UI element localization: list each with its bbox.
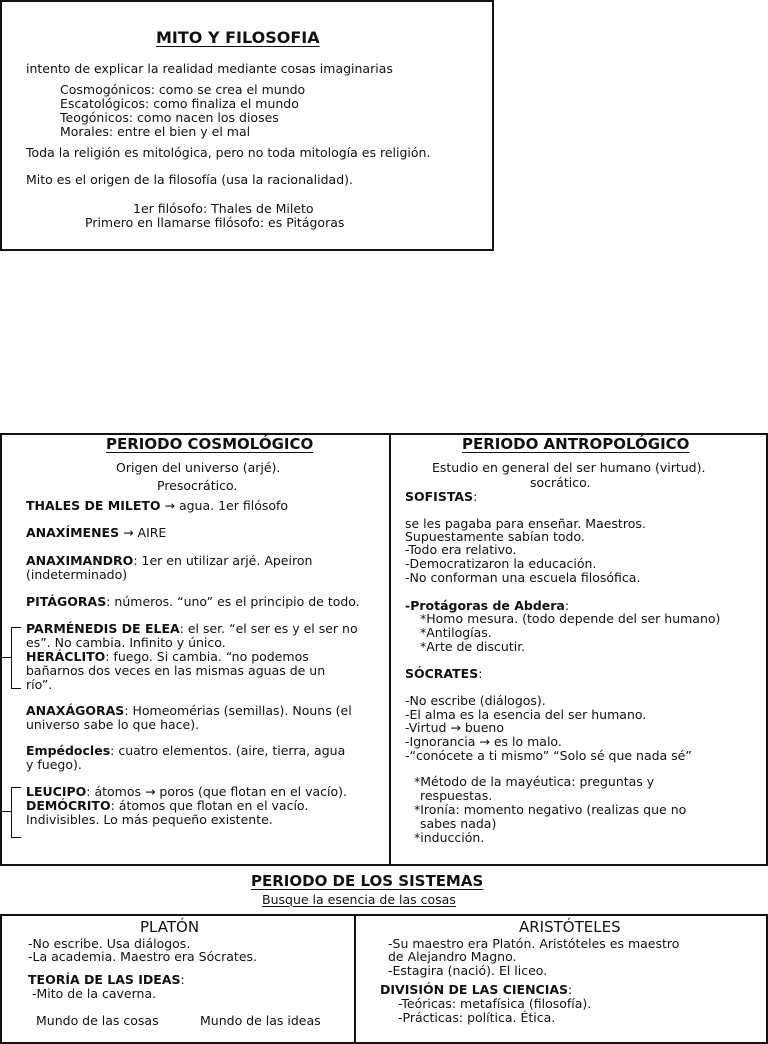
democrito-text: : átomos que flotan en el vacío. [110, 798, 309, 813]
mito-origin: Mito es el origen de la filosofía (usa la racionalidad). [26, 172, 353, 187]
protagoras-label: -Protágoras de Abdera [405, 598, 565, 613]
socrates-label: SÓCRATES [405, 666, 479, 681]
mito-first-philosopher: 1er filósofo: Thales de Mileto [133, 201, 314, 216]
aristoteles-title: ARISTÓTELES [519, 918, 621, 936]
sofistas-line: -No conforman una escuela filosófica. [405, 570, 641, 585]
cosmo-sub1: Origen del universo (arjé). [116, 460, 281, 475]
socrates-line: -“conócete a ti mismo” “Solo sé que nada sé” [405, 748, 692, 763]
heraclito-text-2: bañarnos dos veces en las mismas aguas de un [26, 663, 326, 678]
antro-sub2: socrático. [530, 475, 591, 490]
socrates-line: -Virtud → bueno [405, 720, 504, 735]
aristoteles-line: -Estagira (nació). El liceo. [388, 963, 548, 978]
heraclito-text: : fuego. Si cambia. “no podemos [105, 649, 309, 664]
thales-entry [26, 500, 288, 513]
ideas-label: TEORÍA DE LAS IDEAS [28, 972, 181, 987]
empedocles-name: Empédocles [26, 743, 111, 758]
division-colon: : [568, 982, 573, 997]
antro-sub1: Estudio en general del ser humano (virtud). [432, 460, 706, 475]
mito-title: MITO Y FILOSOFIA [156, 28, 320, 47]
democrito-entry [26, 800, 308, 813]
anaxagoras-text: : Homeomérias (semillas). Nouns (el [124, 703, 352, 718]
anaximandro-text: : 1er en utilizar arjé. Apeiron [133, 553, 313, 568]
sistemas-subtitle: Busque la esencia de las cosas [262, 892, 456, 907]
caverna-line: -Mito de la caverna. [32, 986, 157, 1001]
anaxagoras-entry [26, 705, 352, 718]
leucipo-democrito-bracket [11, 787, 21, 838]
parmenides-entry [26, 623, 358, 636]
mundo-cosas: Mundo de las cosas [36, 1013, 159, 1028]
sofistas-heading [405, 491, 477, 504]
mundo-ideas: Mundo de las ideas [200, 1013, 321, 1028]
leucipo-text: : átomos → poros (que flotan en el vacío). [86, 784, 348, 799]
democrito-name: DEMÓCRITO [26, 798, 111, 813]
aristoteles-line: de Alejandro Magno. [388, 949, 517, 964]
ideas-colon: : [180, 972, 185, 987]
empedocles-text: : cuatro elementos. (aire, tierra, agua [110, 743, 346, 758]
anaximenes-name: ANAXÍMENES [26, 525, 120, 540]
parmenides-name: PARMÉNEDIS DE ELEA [26, 621, 180, 636]
sistemas-title: PERIODO DE LOS SISTEMAS [251, 872, 484, 890]
method-line: sabes nada) [420, 816, 497, 831]
socrates-heading [405, 668, 482, 681]
cosmo-title: PERIODO COSMOLÓGICO [106, 435, 314, 453]
mito-type: Teogónicos: como nacen los dioses [60, 110, 279, 125]
sofistas-line: Supuestamente sabían todo. [405, 529, 585, 544]
anaximandro-entry [26, 555, 312, 568]
division-heading [380, 984, 572, 997]
division-label: DIVISIÓN DE LAS CIENCIAS [380, 982, 569, 997]
method-line: *Ironía: momento negativo (realizas que no [414, 802, 687, 817]
sofistas-label: SOFISTAS [405, 489, 474, 504]
sofistas-colon: : [473, 489, 478, 504]
heraclito-text-3: río”. [26, 677, 53, 692]
protagoras-line: *Homo mesura. (todo depende del ser humano) [420, 611, 721, 626]
cosmo-sub2: Presocrático. [157, 478, 238, 493]
pitagoras-entry [26, 596, 360, 609]
mito-intro: intento de explicar la realidad mediante cosas imaginarias [26, 61, 393, 76]
anaximenes-text: → AIRE [119, 525, 167, 540]
protagoras-colon: : [564, 598, 570, 613]
parmenides-text-2: es”. No cambia. Infinito y único. [26, 635, 226, 650]
antro-title: PERIODO ANTROPOLÓGICO [462, 435, 690, 453]
ideas-heading [28, 974, 185, 987]
empedocles-text-2: y fuego). [26, 757, 82, 772]
socrates-line: -Ignorancia → es lo malo. [405, 734, 562, 749]
democrito-text-2: Indivisibles. Lo más pequeño existente. [26, 812, 273, 827]
method-line: respuestas. [420, 788, 493, 803]
mito-type: Morales: entre el bien y el mal [60, 124, 251, 139]
pitagoras-name: PITÁGORAS [26, 594, 107, 609]
division-line: -Teóricas: metafísica (filosofía). [398, 996, 592, 1011]
leucipo-name: LEUCIPO [26, 784, 87, 799]
anaxagoras-name: ANAXÁGORAS [26, 703, 125, 718]
mito-type: Cosmogónicos: como se crea el mundo [60, 82, 306, 97]
thales-text: → agua. 1er filósofo [160, 498, 289, 513]
heraclito-entry [26, 651, 309, 664]
method-line: *Método de la mayéutica: preguntas y [414, 774, 655, 789]
socrates-line: -No escribe (diálogos). [405, 693, 546, 708]
anaximandro-name: ANAXIMANDRO [26, 553, 134, 568]
sofistas-line: -Democratizaron la educación. [405, 556, 597, 571]
mito-type: Escatológicos: como finaliza el mundo [60, 96, 299, 111]
heraclito-name: HERÁCLITO [26, 649, 106, 664]
socrates-colon: : [478, 666, 483, 681]
parmenides-text: : el ser. “el ser es y el ser no [179, 621, 358, 636]
anaximandro-text-2: (indeterminado) [26, 567, 128, 582]
protagoras-line: *Arte de discutir. [420, 639, 526, 654]
bracket-tick [2, 811, 11, 812]
thales-name: THALES DE MILETO [26, 498, 161, 513]
platon-line: -No escribe. Usa diálogos. [28, 936, 191, 951]
socrates-line: -El alma es la esencia del ser humano. [405, 707, 647, 722]
protagoras-line: *Antilogías. [420, 625, 492, 640]
bracket-tick [2, 657, 11, 658]
platon-line: -La academia. Maestro era Sócrates. [28, 949, 258, 964]
method-line: *inducción. [414, 830, 485, 845]
parmenides-heraclito-bracket [11, 627, 21, 689]
anaximenes-entry [26, 527, 166, 540]
sofistas-line: -Todo era relativo. [405, 542, 517, 557]
mito-first-named: Primero en llamarse filósofo: es Pitágoras [85, 215, 345, 230]
platon-title: PLATÓN [140, 918, 200, 936]
leucipo-entry [26, 786, 347, 799]
sofistas-line: se les pagaba para enseñar. Maestros. [405, 516, 646, 531]
anaxagoras-text-2: universo sabe lo que hace). [26, 717, 200, 732]
pitagoras-text: : números. “uno” es el principio de todo. [106, 594, 360, 609]
aristoteles-line: -Su maestro era Platón. Aristóteles es maestro [388, 936, 680, 951]
mito-religion: Toda la religión es mitológica, pero no toda mitología es religión. [26, 145, 431, 160]
empedocles-entry [26, 745, 345, 758]
division-line: -Prácticas: política. Ética. [398, 1010, 556, 1025]
